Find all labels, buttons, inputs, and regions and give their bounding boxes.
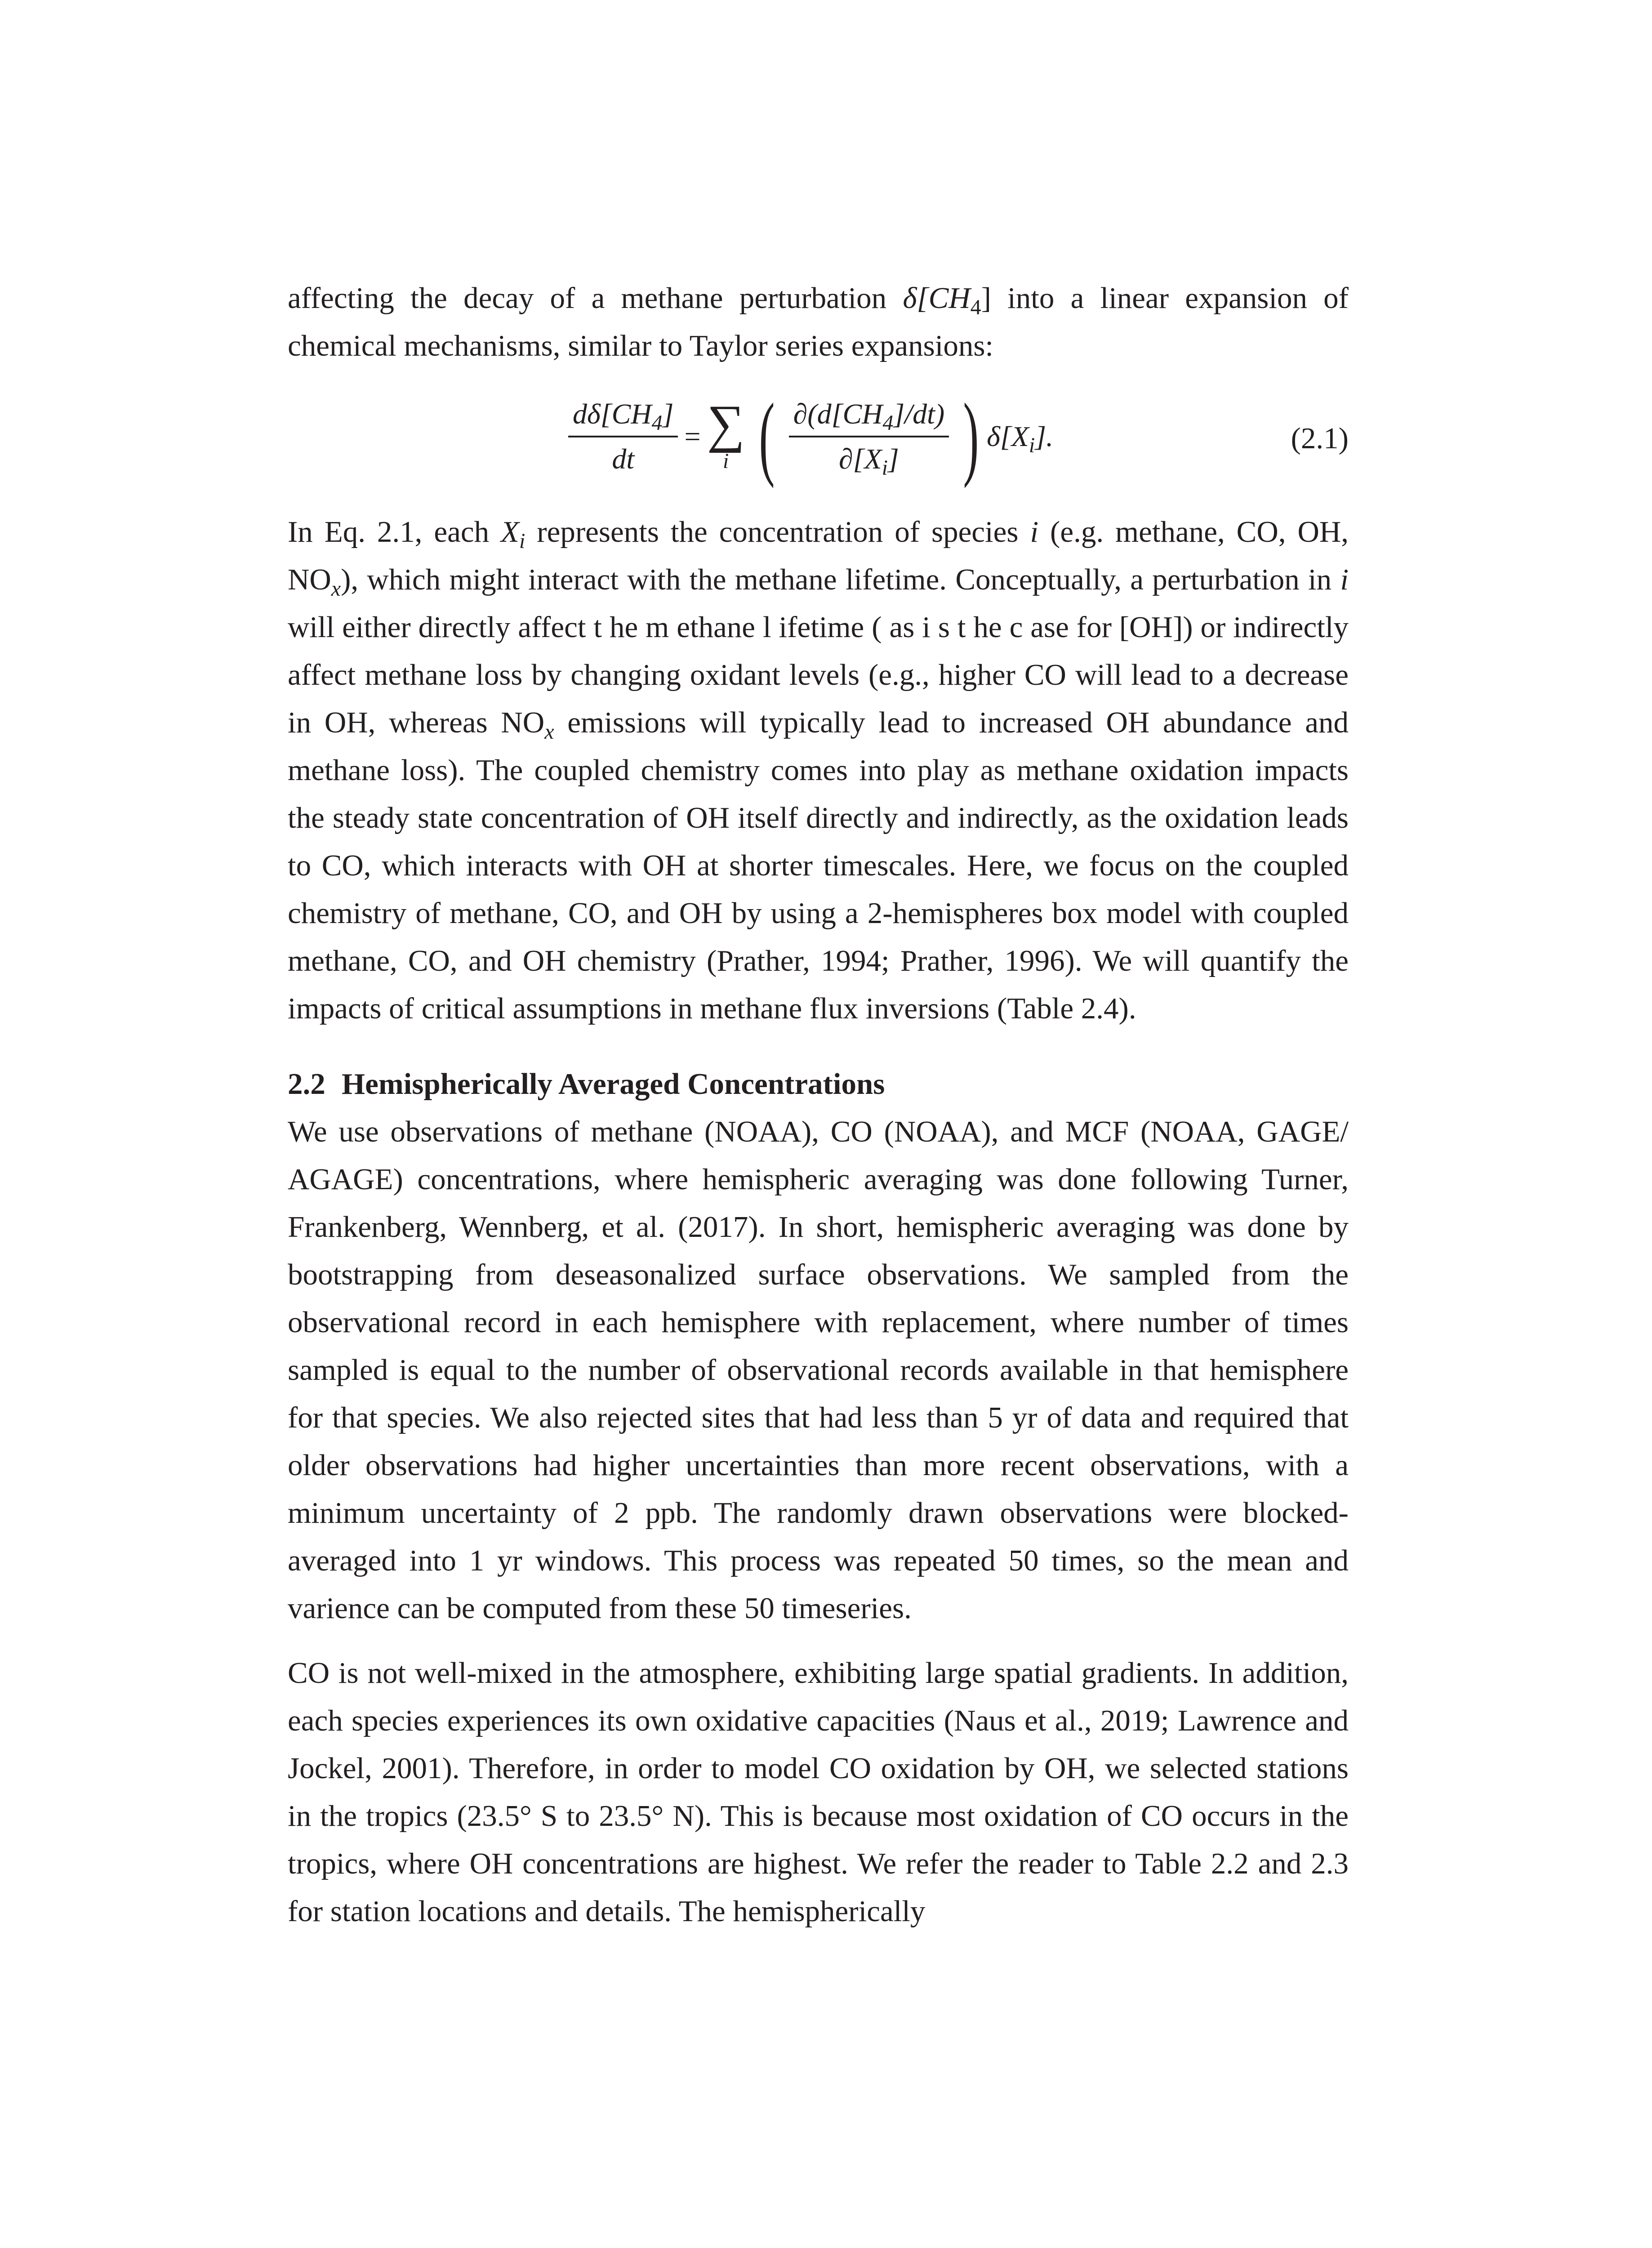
- body-text: [288, 274, 1349, 1935]
- right-paren: ): [963, 384, 979, 489]
- equation-tail: $\delta[X_i]$.: [987, 420, 1054, 457]
- section-heading: [288, 1060, 1349, 1108]
- lhs-fraction: $\frac{d\delta[CH_4]}{dt}$: [568, 396, 678, 477]
- equation-number: (2.1): [1291, 422, 1349, 455]
- equation-2-1: [288, 371, 1349, 502]
- paragraph-co-mixing: CO is not well-mixed in the atmosphere, exhibiting large spatial gradients. In addition, each species experiences its own oxidative capacities (Naus et al., 2019; Lawrence and Jockel, 2001). Therefore, in order to model CO oxidation by OH, we selected stations in the tropics (23.5° S to 23.5° N). This is because most oxidation of CO occurs in the tropics, where OH concentrations are highest. We refer the reader to Table 2.2 and 2.3 for station locations and details. The hemispherically: [288, 1656, 1349, 1928]
- summation: ∑ i: [707, 394, 745, 473]
- left-paren: (: [759, 384, 775, 489]
- paragraph-intro: affecting the decay of a methane perturbation $\delta[CH_4]$ into a linear expansion of chemical mechanisms, similar to Taylor series expansions:: [288, 281, 1349, 362]
- equals-sign: =: [684, 420, 701, 452]
- paragraph-hemispheric-averaging: We use observations of methane (NOAA), CO (NOAA), and MCF (NOAA, GAGE/ AGAGE) concentrations, where hemispheric averaging was done following Turner, Frankenberg, Wennberg, et al. (2017). In short, hemispheric averaging was done by bootstrapping from deseasonalized surface observations. We sampled from the observational record in each hemisphere with replacement, where number of times sampled is equal to the number of observational records available in that hemisphere for that species. We also rejected sites that had less than 5 yr of data and required that older observations had higher uncertainties than more recent observations, with a minimum uncertainty of 2 ppb. The randomly drawn observations were blocked-averaged into 1 yr windows. This process was repeated 50 times, so the mean and varience can be computed from these 50 timeseries.: [288, 1115, 1349, 1625]
- section-number: 2.2: [288, 1067, 325, 1101]
- paragraph-eq-explanation: In Eq. 2.1, each $X_i$ represents the concentration of species i (e.g. methane, CO, OH, $NO_x$), which might interact with the methane lifetime. Conceptually, a perturbation in i will either directly affect t he m ethane l ifetime ( as i s t he c ase for [OH]) or indirectly affect methane loss by changing oxidant levels (e.g., higher CO will lead to a decrease in OH, whereas $NO_x$ emissions will typically lead to increased OH abundance and methane loss). The coupled chemistry comes into play as methane oxidation impacts the steady state concentration of OH itself directly and indirectly, as the oxidation leads to CO, which interacts with OH at shorter timescales. Here, we focus on the coupled chemistry of methane, CO, and OH by using a 2-hemispheres box model with coupled methane, CO, and OH chemistry (Prather, 1994; Prather, 1996). We will quantify the impacts of critical assumptions in methane flux inversions (Table 2.4).: [288, 515, 1349, 1025]
- equation-body: [562, 371, 1053, 502]
- rhs-fraction: $\frac{\partial(d[CH_4]/dt)}{\partial[X_i]}$: [789, 396, 949, 477]
- section-title: Hemispherically Averaged Concentrations: [342, 1067, 885, 1101]
